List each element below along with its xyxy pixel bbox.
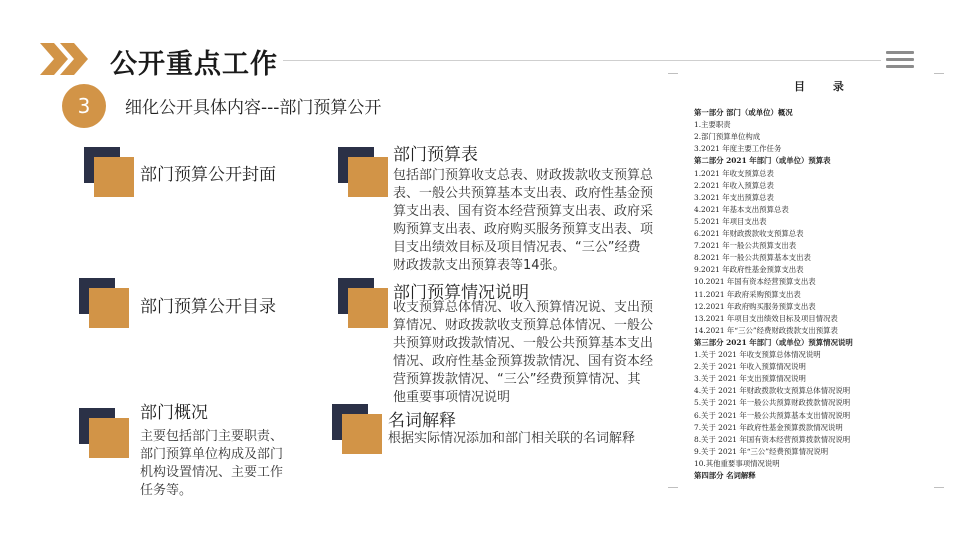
toc-line: 7.2021 年一般公共预算支出表 [694,241,797,251]
toc-line: 1.关于 2021 年收支预算总体情况说明 [694,350,821,359]
chevron-arrows-icon [40,43,90,75]
section-subtitle: 细化公开具体内容---部门预算公开 [125,98,382,118]
page-title: 公开重点工作 [110,49,278,80]
doc-corner-mark [934,487,944,488]
toc-line: 6.2021 年财政拨款收支预算总表 [694,229,804,238]
toc-line: 5.2021 年项目支出表 [694,216,767,226]
cover-square-icon [84,147,134,197]
header-divider [283,60,881,61]
toc-line: 1.主要职责 [694,120,731,130]
explain-square-icon [338,278,388,328]
toc-line: 2.2021 年收入预算总表 [694,180,774,190]
toc-line: 3.2021 年度主要工作任务 [694,144,782,154]
toc-line: 13.2021 年项目支出绩效目标及项目情况表 [694,313,838,323]
hamburger-menu-icon[interactable] [886,50,916,72]
toc-line: 8.关于 2021 年国有资本经营预算拨款情况说明 [694,434,851,444]
terms-description: 根据实际情况添加和部门相关联的名词解释 [388,431,636,446]
toc-line: 第四部分 名词解释 [694,471,756,480]
explain-title: 部门预算情况说明 [393,283,529,303]
toc-line: 9.2021 年政府性基金预算支出表 [694,265,804,275]
toc-line: 5.关于 2021 年一般公共预算财政拨款情况说明 [694,398,851,408]
toc-line: 第三部分 2021 年部门（或单位）预算情况说明 [694,337,853,347]
terms-square-icon [332,404,382,454]
toc-line: 4.2021 年基本支出预算总表 [694,204,789,214]
toc-line: 2.部门预算单位构成 [694,132,761,142]
toc-line: 1.2021 年收支预算总表 [694,168,774,178]
doc-corner-mark [668,487,678,488]
catalog-label: 部门预算公开目录 [140,297,276,317]
toc-line: 3.关于 2021 年支出预算情况说明 [694,374,806,384]
toc-line: 14.2021 年“三公”经费财政拨款支出预算表 [694,325,838,335]
section-number-badge: 3 [62,84,106,128]
doc-corner-mark [668,73,678,74]
toc-line: 7.关于 2021 年政府性基金预算拨款情况说明 [694,422,843,432]
tables-square-icon [338,147,388,197]
toc-line: 12.2021 年政府购买服务预算支出表 [694,301,816,311]
toc-line: 10.2021 年国有资本经营预算支出表 [694,277,816,287]
overview-description: 主要包括部门主要职责、 部门预算单位构成及部门 机构设置情况、主要工作 任务等。 [140,429,284,498]
toc-title: 目 录 [794,80,856,93]
toc-line: 6.关于 2021 年一般公共预算基本支出情况说明 [694,410,851,420]
tables-description: 包括部门预算收支总表、财政拨款收支预算总 表、一般公共预算基本支出表、政府性基金预 算支出表、国有资本经营预算支出表、政府采 购预算支出表、政府购买服务预算支出表、项 目支出绩效目标及项目情况表、“三公”经费 财政拨款支出预算表等14张。 [393,168,654,273]
tables-title: 部门预算表 [393,145,478,165]
toc-line: 8.2021 年一般公共预算基本支出表 [694,253,811,263]
toc-line: 4.关于 2021 年财政拨款收支预算总体情况说明 [694,386,851,396]
catalog-square-icon [79,278,129,328]
toc-line: 第二部分 2021 年部门（或单位）预算表 [694,156,831,166]
toc-line: 11.2021 年政府采购预算支出表 [694,289,801,299]
overview-square-icon [79,408,129,458]
doc-corner-mark [934,73,944,74]
toc-line: 2.关于 2021 年收入预算情况说明 [694,362,806,372]
toc-line: 第一部分 部门（或单位）概况 [694,108,793,117]
cover-label: 部门预算公开封面 [140,165,276,185]
toc-document [690,77,915,479]
terms-title: 名词解释 [388,411,456,431]
toc-line: 3.2021 年支出预算总表 [694,192,774,202]
toc-line: 9.关于 2021 年“三公”经费预算情况说明 [694,446,829,456]
explain-description: 收支预算总体情况、收入预算情况说、支出预 算情况、财政拨款收支预算总体情况、一般公 共预算财政拨款情况、一般公共预算基本支出 情况、政府性基金预算拨款情况、国有资本经 营预算拨款情况、“三公”经费预算情况、其 他重要事项情况说明 [393,300,654,405]
overview-title: 部门概况 [140,403,208,423]
toc-line: 10.其他重要事项情况说明 [694,458,780,468]
